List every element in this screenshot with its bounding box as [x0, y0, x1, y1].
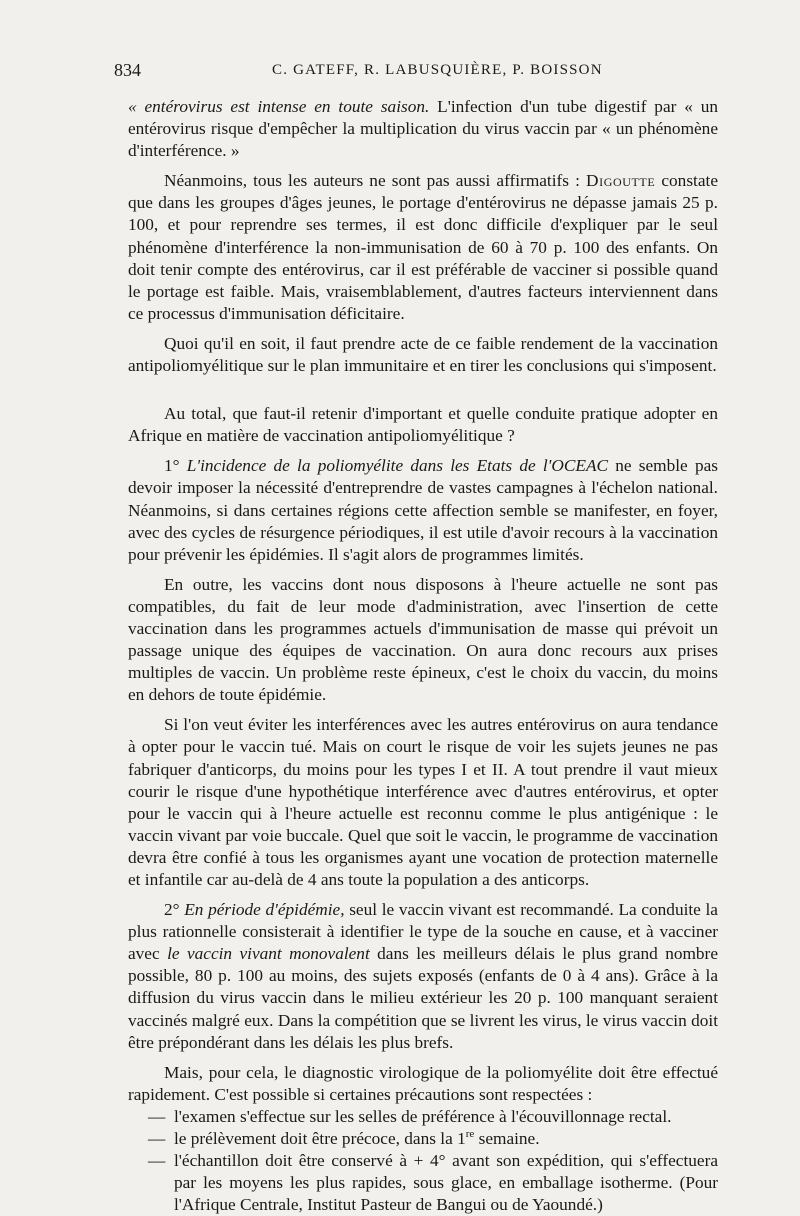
- page-header: [114, 60, 694, 90]
- list-item-text: l'échantillon doit être conservé à + 4° avant son expédition, qui s'effectuera par les moyens les plus rapides, sous glace, en emballage isotherme. (Pour l'Afrique Centrale, Institut Pasteur de Bangui ou de Yaoundé.): [174, 1151, 718, 1215]
- superscript: re: [465, 1128, 475, 1141]
- paragraph-point-1: [128, 455, 718, 565]
- paragraph-text: dans les meilleurs délais le plus grand nombre possible, 80 p. 100 au moins, des sujets exposés (enfants de 0 à 4 ans). Grâce à la diffusion du virus vaccin dans le milieu extérieur les 20 p. 100 manquant seraient vaccinés malgré eux. Dans la compétition que se livrent les virus, le virus vaccin doit être prépondérant dans les délais les plus brefs.: [128, 944, 718, 1052]
- list-item-text: semaine.: [474, 1129, 540, 1149]
- paragraph-text: L'infection d'un tube digestif par « un entérovirus risque d'empêcher la multiplication du virus vaccin par « un phénomène d'interférence. »: [128, 97, 718, 161]
- italic-heading: L'incidence de la poliomyélite dans les Etats de l'OCEAC: [186, 456, 609, 476]
- dash-marker: —: [148, 1129, 166, 1149]
- paragraph-quote-end: [128, 96, 718, 162]
- paragraph-conclusion: Quoi qu'il en soit, il faut prendre acte de ce faible rendement de la vaccination antipoliomyélitique sur le plan immunitaire et en tirer les conclusions qui s'imposent.: [128, 333, 718, 376]
- list-item: [128, 1150, 718, 1216]
- paragraph-vaccines: En outre, les vaccins dont nous disposons à l'heure actuelle ne sont pas compatibles, du fait de leur mode d'administration, avec l'insertion de cette vaccination dans les programmes actuels d'immunisation de masse qui prévoit un passage unique des équipes de vaccination. On aura donc recours aux prises multiples de vaccin. Un problème reste épineux, c'est le choix du vaccin, du moins en dehors de toute épidémie.: [128, 574, 718, 705]
- dash-marker: —: [148, 1106, 166, 1126]
- paragraph-summary: Au total, que faut-il retenir d'important et quelle conduite pratique adopter en Afrique en matière de vaccination antipoliomyélitique ?: [128, 404, 718, 446]
- paragraph-text: ne semble pas devoir imposer la nécessité d'entreprendre de vastes campagnes à l'échelon national. Néanmoins, si dans certaines régions cette affection semble se manifester, en foyer, avec des cycles de résurgence périodiques, il est utile d'avoir recours à la vaccination pour prévenir les épidémies. Il s'agit alors de programmes limités.: [128, 456, 718, 564]
- list-item-text: le prélèvement doit être précoce, dans la 1: [174, 1129, 466, 1149]
- body-text: [128, 96, 718, 1216]
- italic-phrase: le vaccin vivant monovalent: [167, 944, 370, 964]
- paragraph-diagnostic: Mais, pour cela, le diagnostic virologique de la poliomyélite doit être effectué rapidement. C'est possible si certaines précautions sont respectées :: [128, 1062, 718, 1104]
- italic-quote: « entérovirus est intense en toute saison.: [128, 97, 430, 116]
- italic-heading: En période d'épidémie,: [184, 900, 345, 920]
- dash-marker: —: [148, 1151, 166, 1171]
- list-item: [128, 1128, 718, 1150]
- paragraph-text: Néanmoins, tous les auteurs ne sont pas aussi affirmatifs :: [164, 171, 587, 191]
- running-title: C. GATEFF, R. LABUSQUIÈRE, P. BOISSON: [272, 62, 603, 78]
- author-name: Digoutte: [586, 171, 656, 191]
- paragraph-point-2: [128, 899, 718, 1054]
- paragraph-digoutte: [128, 170, 718, 325]
- list-item: [128, 1106, 718, 1128]
- paragraph-interference: Si l'on veut éviter les interférences avec les autres entérovirus on aura tendance à opter pour le vaccin tué. Mais on court le risque de voir les sujets jeunes ne pas fabriquer d'anticorps, du moins pour les types I et II. A tout prendre il vaut mieux courir le risque d'une hypothétique interférence avec d'autres entérovirus, et opter pour le vaccin qui à l'heure actuelle est reconnu comme le plus antigénique : le vaccin vivant par voie buccale. Quel que soit le vaccin, le programme de vaccination devra être confié à tous les organismes ayant une vocation de protection maternelle et infantile car au-delà de 4 ans toute la population a des anticorps.: [128, 715, 718, 889]
- precautions-list: [128, 1106, 718, 1216]
- page-number: 834: [114, 60, 141, 80]
- paragraph-text: seul le vaccin vivant est recommandé. La conduite la plus rationnelle consisterait à identifier le type de la souche en cause, et à vacciner avec: [128, 900, 718, 964]
- list-item-text: l'examen s'effectue sur les selles de préférence à l'écouvillonnage rectal.: [174, 1106, 672, 1126]
- point-number: 2°: [164, 900, 180, 920]
- point-number: 1°: [164, 456, 180, 476]
- paragraph-text: constate que dans les groupes d'âges jeunes, le portage d'entérovirus ne dépasse jamais 25 p. 100, et pour reprendre ses termes, il est donc difficile d'expliquer par le seul phénomène d'interférence la non-immunisation de 60 à 70 p. 100 des enfants. On doit tenir compte des entérovirus, car il est préférable de vacciner si possible quand le portage est faible. Mais, vraisemblablement, d'autres facteurs interviennent dans ce processus d'immunisation déficitaire.: [128, 171, 718, 323]
